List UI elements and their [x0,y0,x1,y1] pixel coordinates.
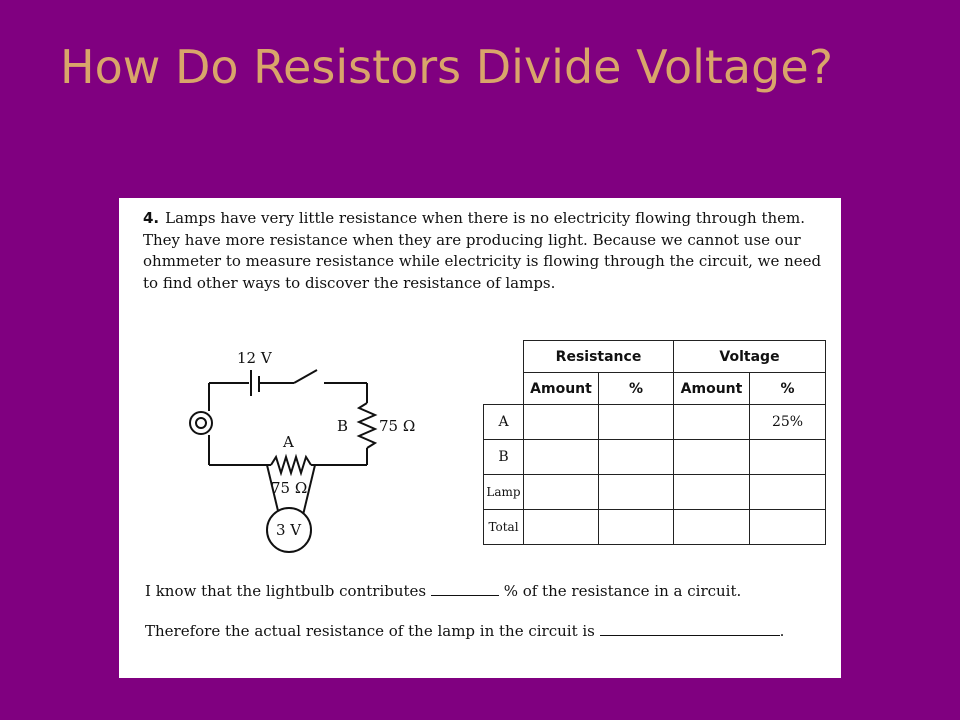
row-label-total: Total [484,510,524,545]
voltage-percent-header: % [750,373,826,405]
resistance-amount-header: Amount [524,373,599,405]
table-cell [750,510,826,545]
table-cell [599,405,674,440]
resistor-b-symbol [359,403,375,448]
table-cell [674,440,750,475]
table-corner [484,341,524,373]
answer-blank-resistance [600,623,780,636]
resistor-a-value: 75 Ω [271,479,308,497]
table-row [484,510,826,545]
data-table [483,340,826,545]
table-cell [750,475,826,510]
resistor-a-label: A [283,433,294,451]
table-cell [524,405,599,440]
slide-title: How Do Resistors Divide Voltage? [60,40,834,94]
table-cell [599,510,674,545]
table-cell [674,475,750,510]
switch-lever [294,370,317,383]
voltage-amount-header: Amount [674,373,750,405]
resistor-b-label: B [337,417,349,435]
table-row [484,475,826,510]
table-cell [674,510,750,545]
resistor-a-symbol [271,457,311,473]
table-cell [674,405,750,440]
table-row [484,405,826,440]
sentence-lightbulb-contribution: I know that the lightbulb contributes % of the resistance in a circuit. [145,582,742,600]
question-text: Lamps have very little resistance when there is no electricity flowing through them. They have more resistance when they are producing light. Because we cannot use our ohmmeter to measure resistance while electricity is flowing through the circuit, we need to find other ways to discover the resistance of lamps. [143,209,822,292]
table-row [484,440,826,475]
table-cell [750,440,826,475]
resistor-b-value: 75 Ω [379,417,416,435]
table-cell [524,440,599,475]
circuit-diagram [179,343,439,563]
table-cell [599,440,674,475]
voltmeter-label: 3 V [276,521,302,539]
row-label-b: B [484,440,524,475]
table-cell [524,475,599,510]
lamp-symbol [190,412,212,434]
question-paragraph [143,208,823,294]
row-label-a: A [484,405,524,440]
voltage-header: Voltage [674,341,826,373]
sentence-lamp-resistance: Therefore the actual resistance of the lamp in the circuit is . [145,622,785,640]
row-label-lamp: Lamp [484,475,524,510]
battery-label: 12 V [237,349,272,367]
table-cell [524,510,599,545]
resistance-header: Resistance [524,341,674,373]
resistance-percent-header: % [599,373,674,405]
question-number: 4. [143,209,160,227]
table-cell [599,475,674,510]
table-cell: 25% [750,405,826,440]
worksheet-image [119,198,841,678]
answer-blank-percent [431,583,499,596]
